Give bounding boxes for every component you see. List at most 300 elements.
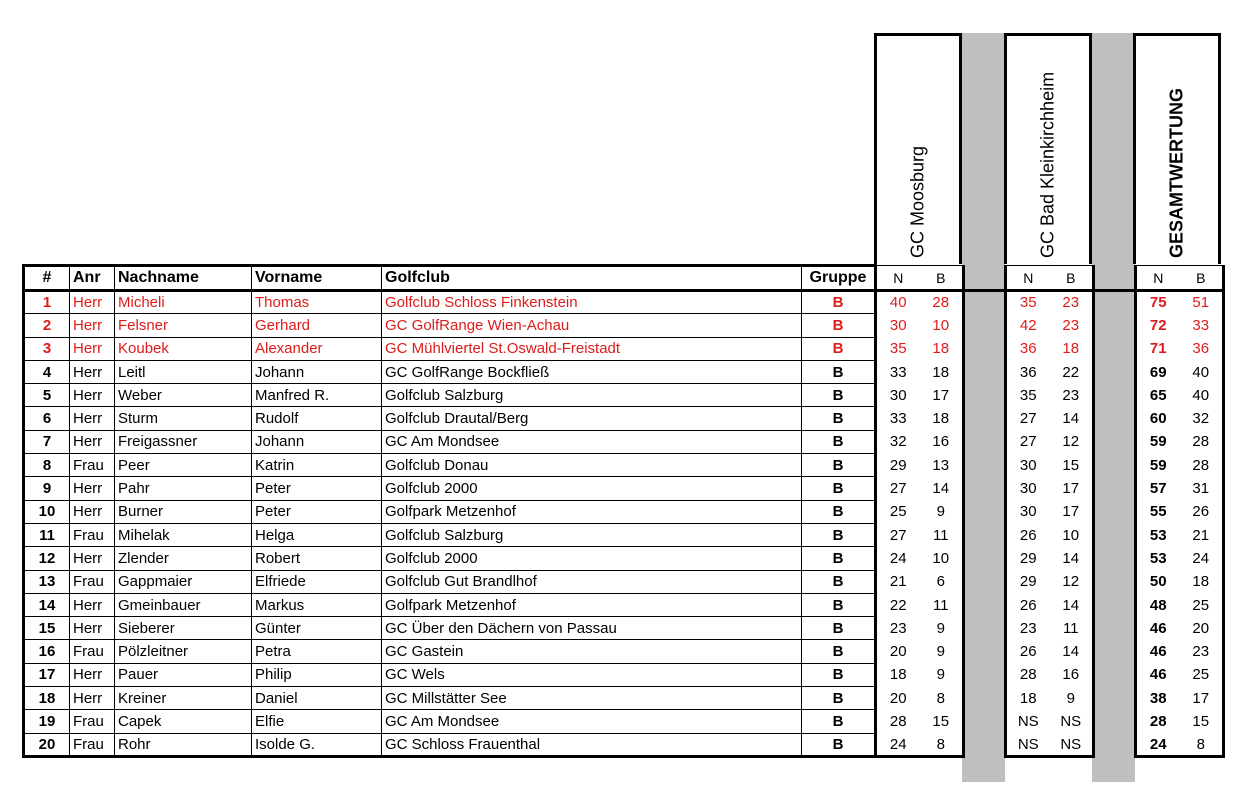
separator-cell: [1094, 430, 1136, 453]
anrede-cell: Herr: [70, 500, 115, 523]
rank-cell: 8: [24, 454, 70, 477]
vorname-cell: Petra: [252, 640, 382, 663]
gruppe-cell: B: [802, 570, 876, 593]
vorname-cell: Manfred R.: [252, 384, 382, 407]
vorname-cell: Elfie: [252, 710, 382, 733]
golfclub-cell: Golfclub Salzburg: [382, 384, 802, 407]
col-header-anr: Anr: [70, 266, 115, 291]
vorname-cell: Isolde G.: [252, 733, 382, 756]
total-n-cell: 53: [1136, 523, 1180, 546]
total-n-cell: 53: [1136, 547, 1180, 570]
golfclub-cell: GC GolfRange Wien-Achau: [382, 314, 802, 337]
golfclub-cell: Golfclub 2000: [382, 547, 802, 570]
moosburg-n-cell: 27: [876, 477, 920, 500]
total-b-cell: 26: [1180, 500, 1224, 523]
nachname-cell: Capek: [115, 710, 252, 733]
vorname-cell: Johann: [252, 430, 382, 453]
golfclub-cell: GC Schloss Frauenthal: [382, 733, 802, 756]
kleinkirchheim-n-cell: NS: [1006, 710, 1050, 733]
separator-cell: [964, 710, 1006, 733]
col-header-n: N: [1136, 266, 1180, 291]
gruppe-cell: B: [802, 384, 876, 407]
gruppe-cell: B: [802, 500, 876, 523]
total-n-cell: 59: [1136, 454, 1180, 477]
nachname-cell: Pahr: [115, 477, 252, 500]
nachname-cell: Sturm: [115, 407, 252, 430]
kleinkirchheim-b-cell: 11: [1050, 617, 1094, 640]
rank-cell: 11: [24, 523, 70, 546]
nachname-cell: Gmeinbauer: [115, 593, 252, 616]
table-row: [24, 454, 1224, 477]
table-row: [24, 640, 1224, 663]
total-n-cell: 59: [1136, 430, 1180, 453]
vorname-cell: Rudolf: [252, 407, 382, 430]
table-row: [24, 360, 1224, 383]
nachname-cell: Koubek: [115, 337, 252, 360]
anrede-cell: Herr: [70, 407, 115, 430]
kleinkirchheim-n-cell: 28: [1006, 663, 1050, 686]
kleinkirchheim-b-cell: 23: [1050, 384, 1094, 407]
separator-cell: [1094, 407, 1136, 430]
moosburg-b-cell: 15: [920, 710, 964, 733]
kleinkirchheim-b-cell: 12: [1050, 430, 1094, 453]
kleinkirchheim-n-cell: 30: [1006, 454, 1050, 477]
moosburg-n-cell: 35: [876, 337, 920, 360]
kleinkirchheim-n-cell: 29: [1006, 547, 1050, 570]
separator-cell: [1094, 617, 1136, 640]
kleinkirchheim-b-cell: 17: [1050, 477, 1094, 500]
anrede-cell: Herr: [70, 687, 115, 710]
total-n-cell: 46: [1136, 663, 1180, 686]
table-row: [24, 500, 1224, 523]
kleinkirchheim-b-cell: 17: [1050, 500, 1094, 523]
kleinkirchheim-n-cell: 36: [1006, 337, 1050, 360]
separator-cell: [964, 314, 1006, 337]
rank-cell: 7: [24, 430, 70, 453]
total-b-cell: 15: [1180, 710, 1224, 733]
table-row: [24, 384, 1224, 407]
total-n-cell: 38: [1136, 687, 1180, 710]
anrede-cell: Herr: [70, 430, 115, 453]
kleinkirchheim-b-cell: 22: [1050, 360, 1094, 383]
anrede-cell: Frau: [70, 523, 115, 546]
separator-cell: [1094, 384, 1136, 407]
separator-cell: [964, 687, 1006, 710]
col-header-b: B: [1180, 266, 1224, 291]
separator-cell: [1094, 640, 1136, 663]
separator-cell: [1094, 547, 1136, 570]
total-b-cell: 36: [1180, 337, 1224, 360]
nachname-cell: Kreiner: [115, 687, 252, 710]
moosburg-n-cell: 25: [876, 500, 920, 523]
kleinkirchheim-b-cell: NS: [1050, 733, 1094, 756]
kleinkirchheim-b-cell: 15: [1050, 454, 1094, 477]
separator-cell: [1094, 687, 1136, 710]
anrede-cell: Herr: [70, 547, 115, 570]
golfclub-cell: GC Am Mondsee: [382, 710, 802, 733]
anrede-cell: Frau: [70, 733, 115, 756]
header-row: [24, 266, 1224, 291]
table-row: [24, 710, 1224, 733]
moosburg-n-cell: 20: [876, 640, 920, 663]
anrede-cell: Frau: [70, 454, 115, 477]
rank-cell: 16: [24, 640, 70, 663]
kleinkirchheim-b-cell: NS: [1050, 710, 1094, 733]
gruppe-cell: B: [802, 710, 876, 733]
separator-cell: [964, 291, 1006, 314]
moosburg-n-cell: 30: [876, 314, 920, 337]
moosburg-b-cell: 10: [920, 314, 964, 337]
col-header-golfclub: Golfclub: [382, 266, 802, 291]
table-row: [24, 337, 1224, 360]
golfclub-cell: GC GolfRange Bockfließ: [382, 360, 802, 383]
anrede-cell: Herr: [70, 593, 115, 616]
total-n-cell: 48: [1136, 593, 1180, 616]
rank-cell: 12: [24, 547, 70, 570]
kleinkirchheim-n-cell: 18: [1006, 687, 1050, 710]
moosburg-n-cell: 21: [876, 570, 920, 593]
kleinkirchheim-n-cell: 35: [1006, 291, 1050, 314]
rank-cell: 5: [24, 384, 70, 407]
moosburg-b-cell: 13: [920, 454, 964, 477]
vorname-cell: Thomas: [252, 291, 382, 314]
separator-cell: [1094, 710, 1136, 733]
vorname-cell: Peter: [252, 500, 382, 523]
total-b-cell: 40: [1180, 384, 1224, 407]
total-b-cell: 24: [1180, 547, 1224, 570]
table-row: [24, 547, 1224, 570]
kleinkirchheim-n-cell: 26: [1006, 640, 1050, 663]
col-header-n: N: [1006, 266, 1050, 291]
total-b-cell: 28: [1180, 454, 1224, 477]
total-n-cell: 71: [1136, 337, 1180, 360]
nachname-cell: Gappmaier: [115, 570, 252, 593]
golfclub-cell: GC Millstätter See: [382, 687, 802, 710]
vorname-cell: Katrin: [252, 454, 382, 477]
rank-cell: 4: [24, 360, 70, 383]
total-n-cell: 46: [1136, 617, 1180, 640]
anrede-cell: Herr: [70, 314, 115, 337]
kleinkirchheim-b-cell: 16: [1050, 663, 1094, 686]
event-name: GESAMTWERTUNG: [1166, 88, 1187, 258]
rank-cell: 13: [24, 570, 70, 593]
total-b-cell: 21: [1180, 523, 1224, 546]
nachname-cell: Leitl: [115, 360, 252, 383]
vorname-cell: Robert: [252, 547, 382, 570]
vorname-cell: Helga: [252, 523, 382, 546]
rank-cell: 17: [24, 663, 70, 686]
kleinkirchheim-n-cell: 29: [1006, 570, 1050, 593]
moosburg-b-cell: 8: [920, 687, 964, 710]
golfclub-cell: GC Wels: [382, 663, 802, 686]
total-b-cell: 31: [1180, 477, 1224, 500]
event-name: GC Moosburg: [907, 145, 928, 258]
table-row: [24, 314, 1224, 337]
golfclub-cell: GC Am Mondsee: [382, 430, 802, 453]
moosburg-b-cell: 9: [920, 617, 964, 640]
nachname-cell: Freigassner: [115, 430, 252, 453]
separator-cell: [1094, 291, 1136, 314]
nachname-cell: Rohr: [115, 733, 252, 756]
separator-cell: [1094, 337, 1136, 360]
kleinkirchheim-b-cell: 9: [1050, 687, 1094, 710]
separator-cell: [1094, 454, 1136, 477]
moosburg-n-cell: 23: [876, 617, 920, 640]
total-n-cell: 50: [1136, 570, 1180, 593]
kleinkirchheim-n-cell: 27: [1006, 407, 1050, 430]
event-header-gesamtwertung: [1133, 33, 1221, 264]
table-row: [24, 407, 1224, 430]
nachname-cell: Felsner: [115, 314, 252, 337]
vorname-cell: Günter: [252, 617, 382, 640]
rank-cell: 19: [24, 710, 70, 733]
moosburg-b-cell: 11: [920, 593, 964, 616]
moosburg-b-cell: 14: [920, 477, 964, 500]
kleinkirchheim-b-cell: 14: [1050, 640, 1094, 663]
col-header-gruppe: Gruppe: [802, 266, 876, 291]
rank-cell: 6: [24, 407, 70, 430]
golfclub-cell: Golfpark Metzenhof: [382, 593, 802, 616]
event-header-kleinkirchheim: [1004, 33, 1092, 264]
table-row: [24, 430, 1224, 453]
anrede-cell: Herr: [70, 337, 115, 360]
anrede-cell: Herr: [70, 477, 115, 500]
moosburg-n-cell: 24: [876, 733, 920, 756]
separator-cell: [1094, 593, 1136, 616]
kleinkirchheim-b-cell: 12: [1050, 570, 1094, 593]
moosburg-n-cell: 33: [876, 360, 920, 383]
rank-cell: 3: [24, 337, 70, 360]
separator-cell: [964, 454, 1006, 477]
separator-cell: [1094, 360, 1136, 383]
moosburg-n-cell: 29: [876, 454, 920, 477]
event-header-moosburg: [874, 33, 962, 264]
golfclub-cell: Golfclub Salzburg: [382, 523, 802, 546]
golfclub-cell: GC Gastein: [382, 640, 802, 663]
gruppe-cell: B: [802, 617, 876, 640]
anrede-cell: Herr: [70, 384, 115, 407]
total-b-cell: 51: [1180, 291, 1224, 314]
anrede-cell: Herr: [70, 617, 115, 640]
separator-cell: [964, 500, 1006, 523]
moosburg-n-cell: 22: [876, 593, 920, 616]
total-n-cell: 69: [1136, 360, 1180, 383]
separator-cell: [964, 337, 1006, 360]
gruppe-cell: B: [802, 291, 876, 314]
total-b-cell: 25: [1180, 593, 1224, 616]
col-header-vorname: Vorname: [252, 266, 382, 291]
gruppe-cell: B: [802, 640, 876, 663]
vorname-cell: Philip: [252, 663, 382, 686]
separator-cell: [964, 384, 1006, 407]
rank-cell: 9: [24, 477, 70, 500]
rank-cell: 10: [24, 500, 70, 523]
table-row: [24, 593, 1224, 616]
separator-cell: [1094, 523, 1136, 546]
gruppe-cell: B: [802, 314, 876, 337]
moosburg-n-cell: 28: [876, 710, 920, 733]
moosburg-b-cell: 9: [920, 663, 964, 686]
kleinkirchheim-b-cell: 23: [1050, 314, 1094, 337]
total-b-cell: 32: [1180, 407, 1224, 430]
separator-cell: [964, 430, 1006, 453]
gruppe-cell: B: [802, 523, 876, 546]
gruppe-cell: B: [802, 430, 876, 453]
separator-cell: [1094, 663, 1136, 686]
moosburg-b-cell: 9: [920, 640, 964, 663]
golfclub-cell: Golfpark Metzenhof: [382, 500, 802, 523]
separator-cell: [964, 523, 1006, 546]
gruppe-cell: B: [802, 687, 876, 710]
total-b-cell: 23: [1180, 640, 1224, 663]
golfclub-cell: Golfclub Donau: [382, 454, 802, 477]
vorname-cell: Elfriede: [252, 570, 382, 593]
moosburg-b-cell: 18: [920, 337, 964, 360]
total-n-cell: 75: [1136, 291, 1180, 314]
total-n-cell: 55: [1136, 500, 1180, 523]
rank-cell: 2: [24, 314, 70, 337]
separator-cell: [964, 407, 1006, 430]
vorname-cell: Gerhard: [252, 314, 382, 337]
total-n-cell: 57: [1136, 477, 1180, 500]
gruppe-cell: B: [802, 547, 876, 570]
col-header-num: #: [24, 266, 70, 291]
col-header-b: B: [920, 266, 964, 291]
event-name: GC Bad Kleinkirchheim: [1037, 71, 1058, 258]
anrede-cell: Frau: [70, 710, 115, 733]
total-n-cell: 72: [1136, 314, 1180, 337]
table-row: [24, 687, 1224, 710]
golfclub-cell: Golfclub Gut Brandlhof: [382, 570, 802, 593]
total-n-cell: 28: [1136, 710, 1180, 733]
separator-cell: [964, 663, 1006, 686]
gruppe-cell: B: [802, 337, 876, 360]
separator-cell: [964, 477, 1006, 500]
vorname-cell: Daniel: [252, 687, 382, 710]
moosburg-b-cell: 6: [920, 570, 964, 593]
rank-cell: 15: [24, 617, 70, 640]
nachname-cell: Pölzleitner: [115, 640, 252, 663]
col-header-n: N: [876, 266, 920, 291]
anrede-cell: Herr: [70, 663, 115, 686]
rank-cell: 1: [24, 291, 70, 314]
rank-cell: 14: [24, 593, 70, 616]
kleinkirchheim-b-cell: 10: [1050, 523, 1094, 546]
gruppe-cell: B: [802, 593, 876, 616]
kleinkirchheim-b-cell: 14: [1050, 407, 1094, 430]
moosburg-n-cell: 30: [876, 384, 920, 407]
separator-cell: [964, 640, 1006, 663]
nachname-cell: Burner: [115, 500, 252, 523]
nachname-cell: Micheli: [115, 291, 252, 314]
kleinkirchheim-n-cell: 30: [1006, 500, 1050, 523]
results-table: [22, 264, 1225, 758]
kleinkirchheim-b-cell: 18: [1050, 337, 1094, 360]
moosburg-b-cell: 9: [920, 500, 964, 523]
golfclub-cell: Golfclub Schloss Finkenstein: [382, 291, 802, 314]
total-n-cell: 46: [1136, 640, 1180, 663]
kleinkirchheim-b-cell: 14: [1050, 547, 1094, 570]
separator-cell: [964, 733, 1006, 756]
nachname-cell: Sieberer: [115, 617, 252, 640]
separator-cell: [964, 617, 1006, 640]
total-b-cell: 17: [1180, 687, 1224, 710]
moosburg-n-cell: 33: [876, 407, 920, 430]
nachname-cell: Weber: [115, 384, 252, 407]
total-b-cell: 40: [1180, 360, 1224, 383]
moosburg-n-cell: 40: [876, 291, 920, 314]
anrede-cell: Herr: [70, 291, 115, 314]
vorname-cell: Peter: [252, 477, 382, 500]
vorname-cell: Markus: [252, 593, 382, 616]
moosburg-b-cell: 16: [920, 430, 964, 453]
table-row: [24, 570, 1224, 593]
moosburg-b-cell: 18: [920, 407, 964, 430]
nachname-cell: Zlender: [115, 547, 252, 570]
vorname-cell: Alexander: [252, 337, 382, 360]
moosburg-b-cell: 18: [920, 360, 964, 383]
separator-cell: [1094, 477, 1136, 500]
golfclub-cell: GC Über den Dächern von Passau: [382, 617, 802, 640]
kleinkirchheim-n-cell: 26: [1006, 593, 1050, 616]
moosburg-n-cell: 18: [876, 663, 920, 686]
kleinkirchheim-n-cell: 26: [1006, 523, 1050, 546]
gruppe-cell: B: [802, 454, 876, 477]
results-rows: [24, 291, 1224, 757]
total-n-cell: 60: [1136, 407, 1180, 430]
separator-cell: [1094, 733, 1136, 756]
anrede-cell: Frau: [70, 640, 115, 663]
table-row: [24, 617, 1224, 640]
col-header-b: B: [1050, 266, 1094, 291]
nachname-cell: Peer: [115, 454, 252, 477]
anrede-cell: Herr: [70, 360, 115, 383]
moosburg-n-cell: 20: [876, 687, 920, 710]
moosburg-b-cell: 17: [920, 384, 964, 407]
vorname-cell: Johann: [252, 360, 382, 383]
separator-cell: [1094, 314, 1136, 337]
gruppe-cell: B: [802, 477, 876, 500]
table-row: [24, 663, 1224, 686]
kleinkirchheim-n-cell: 35: [1006, 384, 1050, 407]
table-row: [24, 523, 1224, 546]
moosburg-n-cell: 27: [876, 523, 920, 546]
separator-cell: [964, 593, 1006, 616]
nachname-cell: Mihelak: [115, 523, 252, 546]
col-header-nachname: Nachname: [115, 266, 252, 291]
table-row: [24, 291, 1224, 314]
total-b-cell: 25: [1180, 663, 1224, 686]
kleinkirchheim-n-cell: 42: [1006, 314, 1050, 337]
table-row: [24, 733, 1224, 756]
golfclub-cell: Golfclub 2000: [382, 477, 802, 500]
gruppe-cell: B: [802, 407, 876, 430]
gruppe-cell: B: [802, 663, 876, 686]
total-n-cell: 65: [1136, 384, 1180, 407]
kleinkirchheim-n-cell: 30: [1006, 477, 1050, 500]
anrede-cell: Frau: [70, 570, 115, 593]
kleinkirchheim-n-cell: 36: [1006, 360, 1050, 383]
total-b-cell: 8: [1180, 733, 1224, 756]
moosburg-n-cell: 24: [876, 547, 920, 570]
moosburg-b-cell: 28: [920, 291, 964, 314]
separator-cell: [964, 360, 1006, 383]
kleinkirchheim-b-cell: 14: [1050, 593, 1094, 616]
total-b-cell: 18: [1180, 570, 1224, 593]
rank-cell: 18: [24, 687, 70, 710]
rank-cell: 20: [24, 733, 70, 756]
separator-cell: [964, 547, 1006, 570]
